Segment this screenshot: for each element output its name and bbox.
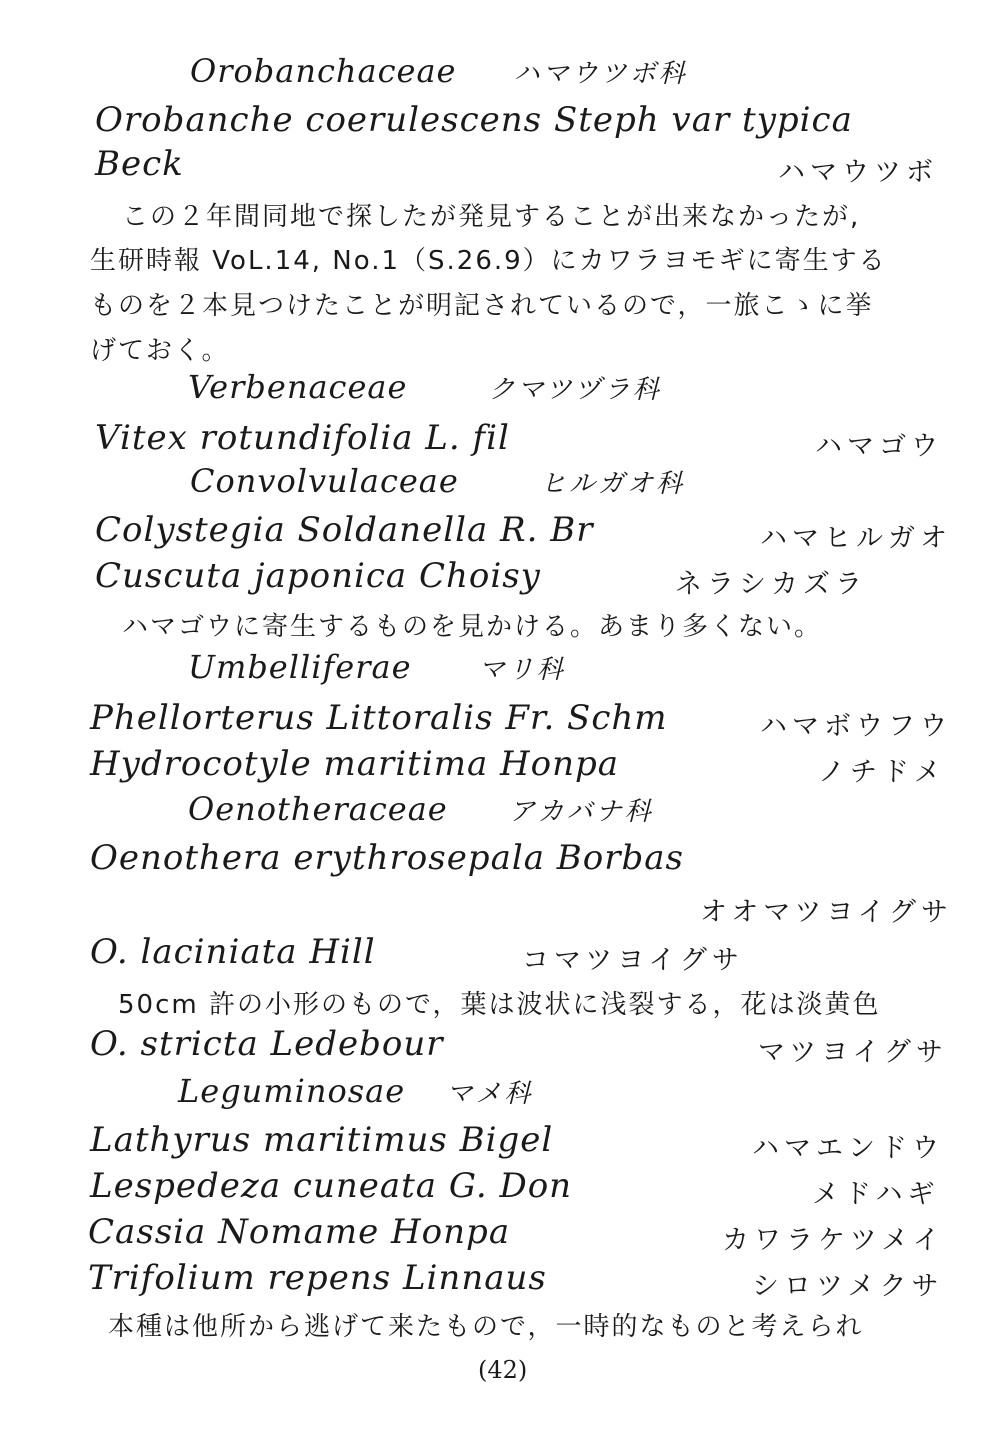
species-latin: Lespedeza cuneata G. Don	[90, 1166, 573, 1206]
species-latin: Trifolium repens Linnaus	[88, 1258, 547, 1298]
species-japanese: ハマエンドウ	[752, 1133, 944, 1164]
family-umbelliferae	[188, 648, 566, 686]
species-latin: Phellorterus Littoralis Fr. Schm	[90, 698, 668, 738]
family-japanese: クマツヅラ科	[488, 375, 662, 405]
species-latin: Orobanche coerulescens Steph var typica	[95, 100, 853, 140]
species-japanese: オオマツヨイグサ	[700, 897, 954, 928]
species-latin: O. stricta Ledebour	[90, 1024, 444, 1064]
family-japanese: アカバナ科	[508, 797, 654, 827]
species-japanese: メドハギ	[812, 1179, 940, 1210]
note-line: ものを２本見つけたことが明記されているので，一旅こゝに挙	[90, 291, 874, 321]
species-japanese: ハマゴウ	[815, 431, 943, 462]
species-latin-cont: Beck	[95, 144, 184, 184]
species-latin: Oenothera erythrosepala Borbas	[90, 838, 684, 878]
note-line: 本種は他所から逃げて来たもので，一時的なものと考えられ	[108, 1312, 864, 1342]
family-oenotheraceae	[188, 790, 654, 828]
family-japanese: ハマウツボ科	[513, 59, 688, 89]
species-japanese: ノチドメ	[818, 757, 946, 788]
species-latin: Colystegia Soldanella R. Br	[95, 510, 594, 550]
family-convolvulaceae	[190, 462, 685, 500]
family-latin: Verbenaceae	[188, 368, 408, 406]
family-japanese: マリ科	[478, 655, 566, 685]
species-japanese: ハマウツボ	[778, 157, 938, 188]
species-latin: Lathyrus maritimus Bigel	[90, 1120, 554, 1160]
species-latin: Hydrocotyle maritima Honpa	[90, 744, 620, 784]
family-latin: Umbelliferae	[188, 648, 412, 686]
family-latin: Convolvulaceae	[190, 462, 459, 500]
species-japanese: ハマボウフウ	[760, 711, 952, 742]
species-japanese: ネラシカズラ	[675, 569, 867, 600]
species-japanese: シロツメクサ	[752, 1271, 944, 1302]
note-line: ハマゴウに寄生するものを見かける。あまり多くない。	[122, 612, 823, 642]
species-latin: O. laciniata Hill	[90, 932, 376, 972]
family-latin: Leguminosae	[178, 1072, 406, 1110]
species-japanese: ハマヒルガオ	[760, 523, 952, 554]
species-japanese: マツヨイグサ	[758, 1037, 948, 1068]
note-line: げておく。	[90, 336, 230, 366]
family-verbenaceae	[188, 368, 662, 406]
species-latin: Cassia Nomame Honpa	[88, 1212, 511, 1252]
species-japanese: コマツヨイグサ	[522, 945, 744, 976]
note-line: この２年間同地で探したが発見することが出来なかったが,	[122, 202, 861, 232]
page-number: (42)	[478, 1356, 528, 1384]
family-latin: Oenotheraceae	[188, 790, 448, 828]
note-line: 生研時報 VoL.14, No.1（S.26.9）にカワラヨモギに寄生する	[90, 246, 887, 276]
family-leguminosae	[178, 1072, 533, 1110]
species-japanese: カワラケツメイ	[722, 1225, 945, 1256]
note-line: 50cm 許の小形のもので，葉は波状に浅裂する，花は淡黄色	[118, 990, 881, 1020]
family-latin: Orobanchaceae	[190, 52, 457, 90]
family-orobanchaceae	[190, 52, 688, 90]
species-latin: Cuscuta japonica Choisy	[95, 556, 541, 596]
family-japanese: マメ科	[446, 1079, 534, 1109]
species-latin: Vitex rotundifolia L. fil	[95, 418, 510, 458]
family-japanese: ヒルガオ科	[539, 469, 685, 499]
